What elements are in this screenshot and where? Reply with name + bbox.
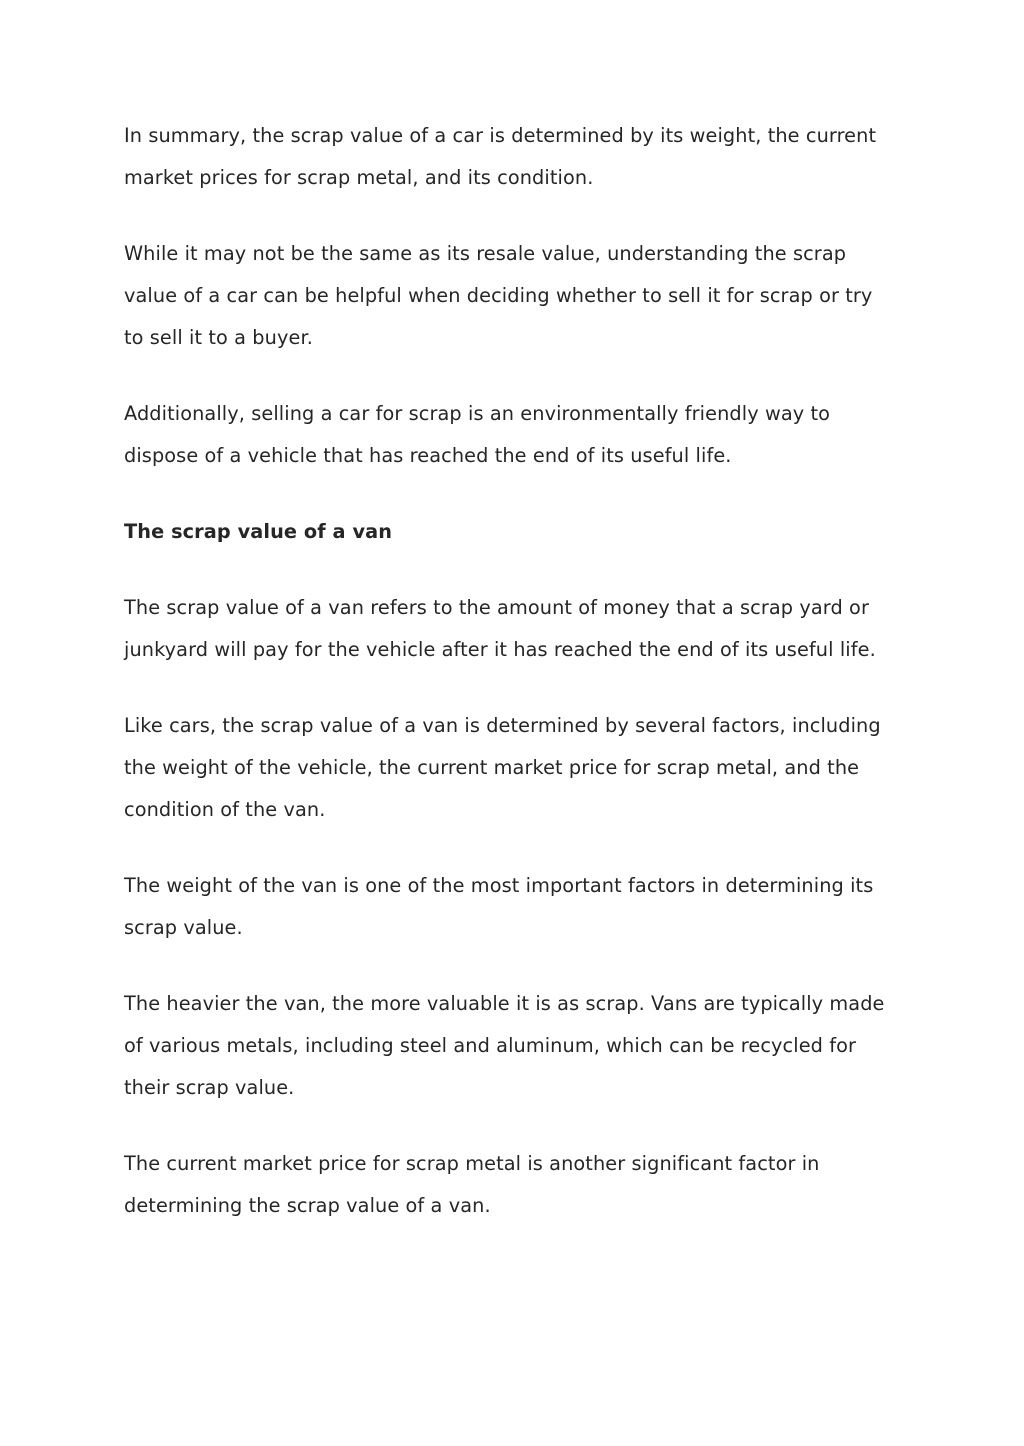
text-line: Like cars, the scrap value of a van is determined by several factors, including (124, 714, 881, 737)
paragraph (124, 1143, 914, 1227)
text-line: market prices for scrap metal, and its condition. (124, 166, 594, 189)
paragraph (124, 983, 914, 1109)
paragraph (124, 233, 914, 359)
text-line: condition of the van. (124, 798, 326, 821)
text-line: to sell it to a buyer. (124, 326, 313, 349)
text-line: The scrap value of a van refers to the amount of money that a scrap yard or (124, 596, 869, 619)
text-line: determining the scrap value of a van. (124, 1194, 491, 1217)
text-line: their scrap value. (124, 1076, 295, 1099)
text-line: dispose of a vehicle that has reached the end of its useful life. (124, 444, 732, 467)
text-line: In summary, the scrap value of a car is determined by its weight, the current (124, 124, 877, 147)
document-page (124, 115, 914, 1261)
text-line: of various metals, including steel and aluminum, which can be recycled for (124, 1034, 857, 1057)
text-line: The current market price for scrap metal is another significant factor in (124, 1152, 820, 1175)
text-line: While it may not be the same as its resale value, understanding the scrap (124, 242, 847, 265)
text-line: scrap value. (124, 916, 243, 939)
paragraph (124, 865, 914, 949)
paragraph (124, 587, 914, 671)
text-line: value of a car can be helpful when deciding whether to sell it for scrap or try (124, 284, 873, 307)
section-heading (124, 511, 914, 553)
text-line: Additionally, selling a car for scrap is an environmentally friendly way to (124, 402, 831, 425)
text-line: junkyard will pay for the vehicle after it has reached the end of its useful life. (124, 638, 876, 661)
text-line: the weight of the vehicle, the current market price for scrap metal, and the (124, 756, 860, 779)
text-line: The scrap value of a van (124, 520, 393, 543)
paragraph (124, 115, 914, 199)
text-line: The heavier the van, the more valuable it is as scrap. Vans are typically made (124, 992, 885, 1015)
text-line: The weight of the van is one of the most important factors in determining its (124, 874, 874, 897)
paragraph (124, 393, 914, 477)
paragraph (124, 705, 914, 831)
